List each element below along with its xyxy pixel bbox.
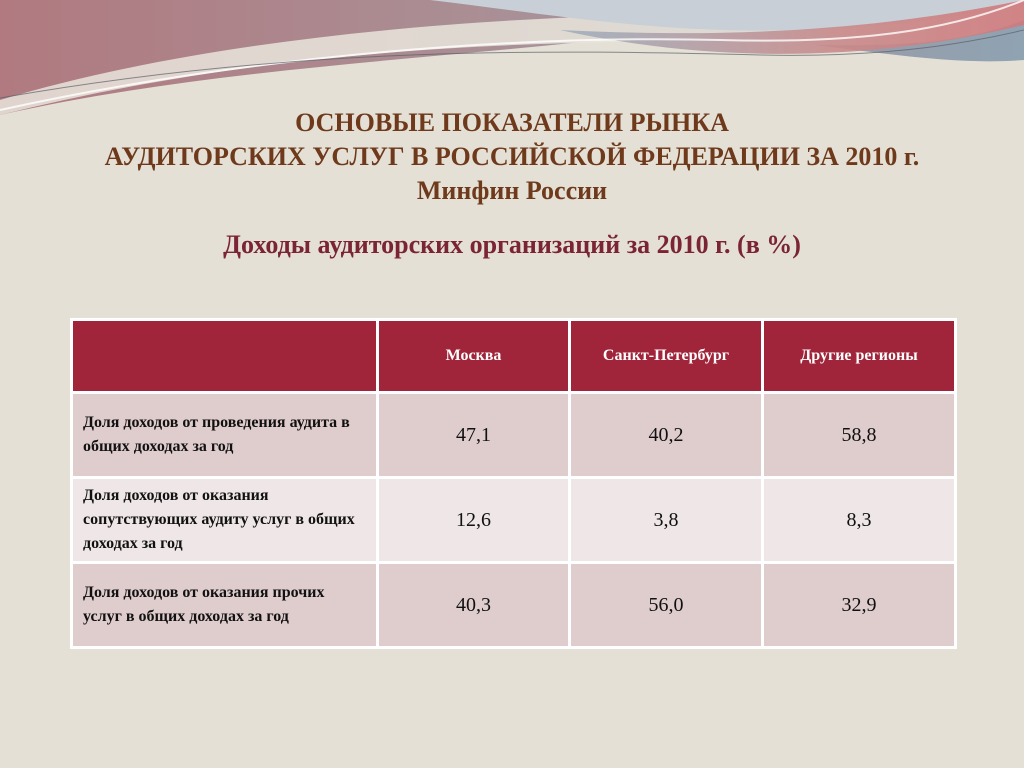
header-moscow: Москва <box>378 320 570 393</box>
cell-saint-petersburg: 40,2 <box>570 393 763 478</box>
slide-subtitle: Доходы аудиторских организаций за 2010 г. (в %) <box>223 230 801 259</box>
title-line-2: АУДИТОРСКИХ УСЛУГ В РОССИЙСКОЙ ФЕДЕРАЦИИ ЗА 2010 г. <box>104 142 920 171</box>
header-empty-cell <box>72 320 378 393</box>
slide-title <box>0 106 1024 208</box>
revenue-table <box>70 318 957 649</box>
table-row <box>72 478 956 563</box>
cell-other-regions: 32,9 <box>763 563 956 648</box>
cell-saint-petersburg: 3,8 <box>570 478 763 563</box>
row-label: Доля доходов от оказания прочих услуг в общих доходах за год <box>72 563 378 648</box>
cell-other-regions: 58,8 <box>763 393 956 478</box>
title-line-3: Минфин России <box>416 176 608 205</box>
row-label: Доля доходов от проведения аудита в общих доходах за год <box>72 393 378 478</box>
cell-moscow: 40,3 <box>378 563 570 648</box>
table-header-row <box>72 320 956 393</box>
cell-moscow: 12,6 <box>378 478 570 563</box>
table-row <box>72 563 956 648</box>
table-row <box>72 393 956 478</box>
cell-saint-petersburg: 56,0 <box>570 563 763 648</box>
cell-other-regions: 8,3 <box>763 478 956 563</box>
header-saint-petersburg: Санкт-Петербург <box>570 320 763 393</box>
title-line-1: ОСНОВЫЕ ПОКАЗАТЕЛИ РЫНКА <box>295 108 729 137</box>
header-other-regions: Другие регионы <box>763 320 956 393</box>
cell-moscow: 47,1 <box>378 393 570 478</box>
row-label: Доля доходов от оказания сопутствующих аудиту услуг в общих доходах за год <box>72 478 378 563</box>
